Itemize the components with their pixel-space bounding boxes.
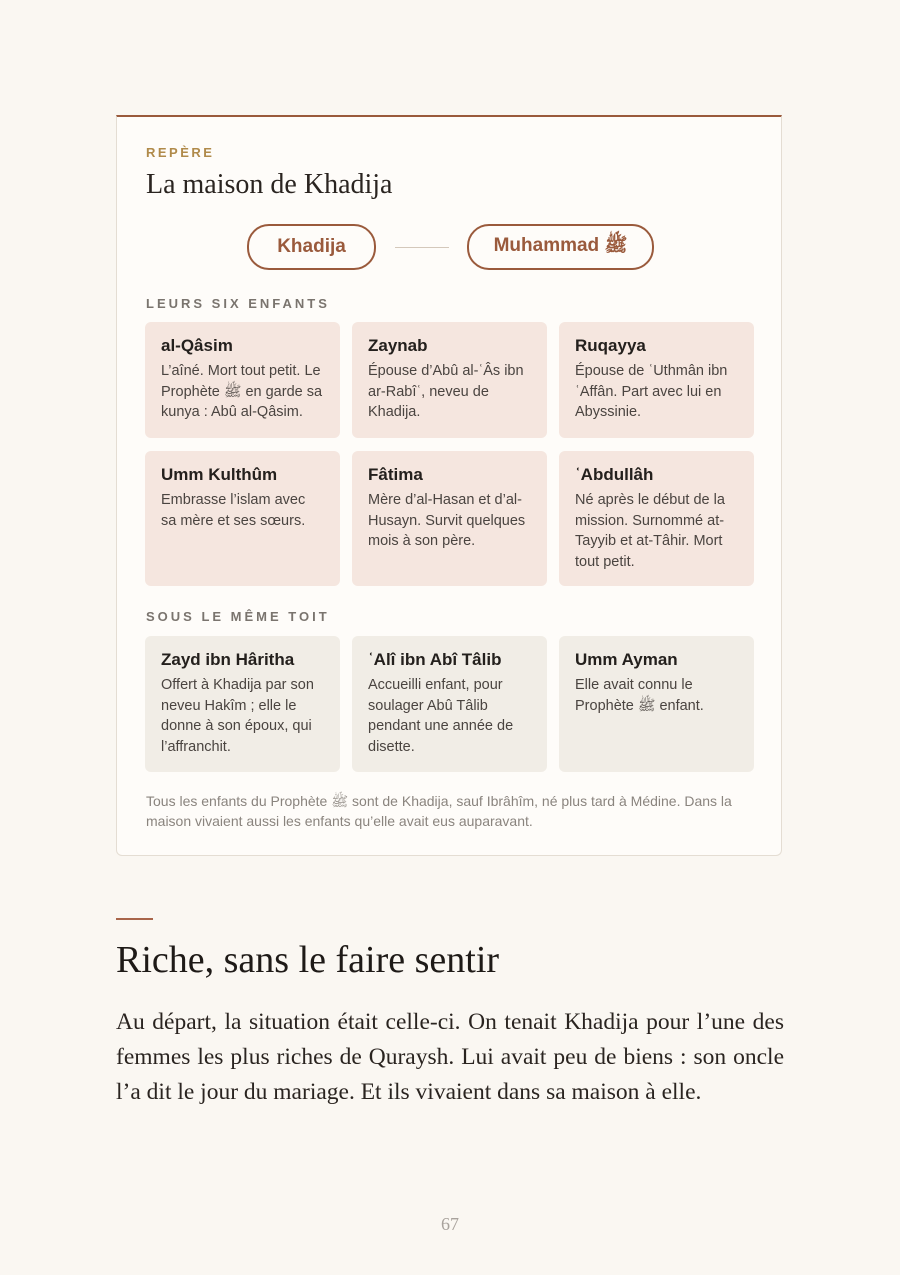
household-name: Umm Ayman	[575, 650, 678, 669]
household-card	[559, 636, 754, 772]
child-name: Umm Kulthûm	[161, 465, 278, 484]
child-card	[145, 451, 340, 586]
household-card	[145, 636, 340, 772]
child-card	[352, 322, 547, 438]
household-card	[352, 636, 547, 772]
household-name: ʿAlî ibn Abî Tâlib	[368, 650, 502, 669]
child-desc: L’aîné. Mort tout petit. Le Prophète ﷺ en garde sa kunya : Abû al-Qâsim.	[161, 363, 323, 420]
child-desc: Mère d’al-Hasan et d’al-Husayn. Survit quelques mois à son père.	[368, 492, 526, 549]
household-label: SOUS LE MÊME TOIT	[146, 609, 330, 624]
parent-khadija: Khadija	[247, 224, 376, 270]
children-label: LEURS SIX ENFANTS	[146, 296, 330, 311]
card-title: La maison de Khadija	[146, 169, 393, 200]
parent-muhammad: Muhammad ﷺ	[467, 224, 654, 270]
child-name: Fâtima	[368, 465, 423, 484]
household-desc: Elle avait connu le Prophète ﷺ enfant.	[575, 677, 704, 714]
card-kicker: REPÈRE	[146, 145, 215, 160]
child-card	[352, 451, 547, 586]
child-name: al-Qâsim	[161, 336, 233, 355]
section-rule	[116, 918, 153, 920]
parents-connector	[395, 247, 449, 248]
child-desc: Épouse d’Abû al-ʿÂs ibn ar-Rabîʿ, neveu de Khadija.	[368, 363, 524, 420]
child-card	[559, 451, 754, 586]
child-card	[559, 322, 754, 438]
page-number: 67	[441, 1214, 459, 1234]
household-desc: Offert à Khadija par son neveu Hakîm ; elle le donne à son époux, qui l’affranchit.	[161, 677, 314, 755]
child-desc: Né après le début de la mission. Surnommé at-Tayyib et at-Tâhir. Mort tout petit.	[575, 492, 725, 570]
child-card	[145, 322, 340, 438]
child-desc: Épouse de ʿUthmân ibn ʿAffân. Part avec lui en Abyssinie.	[575, 363, 728, 420]
child-name: Zaynab	[368, 336, 428, 355]
body-paragraph: Au départ, la situation était celle-ci. On tenait Khadija pour l’une des femmes les plus riches de Quraysh. Lui avait peu de biens : son oncle l’a dit le jour du mariage. Et ils vivaient dans sa maison à elle.	[116, 1009, 784, 1105]
child-desc: Embrasse l’islam avec sa mère et ses sœurs.	[161, 492, 306, 529]
household-name: Zayd ibn Hâritha	[161, 650, 295, 669]
card-footnote: Tous les enfants du Prophète ﷺ sont de Khadija, sauf Ibrâhîm, né plus tard à Médine. Dans la maison vivaient aussi les enfants qu’elle avait eus auparavant.	[146, 793, 732, 829]
section-heading: Riche, sans le faire sentir	[116, 939, 500, 981]
child-name: Ruqayya	[575, 336, 646, 355]
household-desc: Accueilli enfant, pour soulager Abû Tâlib pendant une année de disette.	[368, 677, 514, 755]
child-name: ʿAbdullâh	[575, 465, 654, 484]
family-card	[116, 115, 782, 856]
